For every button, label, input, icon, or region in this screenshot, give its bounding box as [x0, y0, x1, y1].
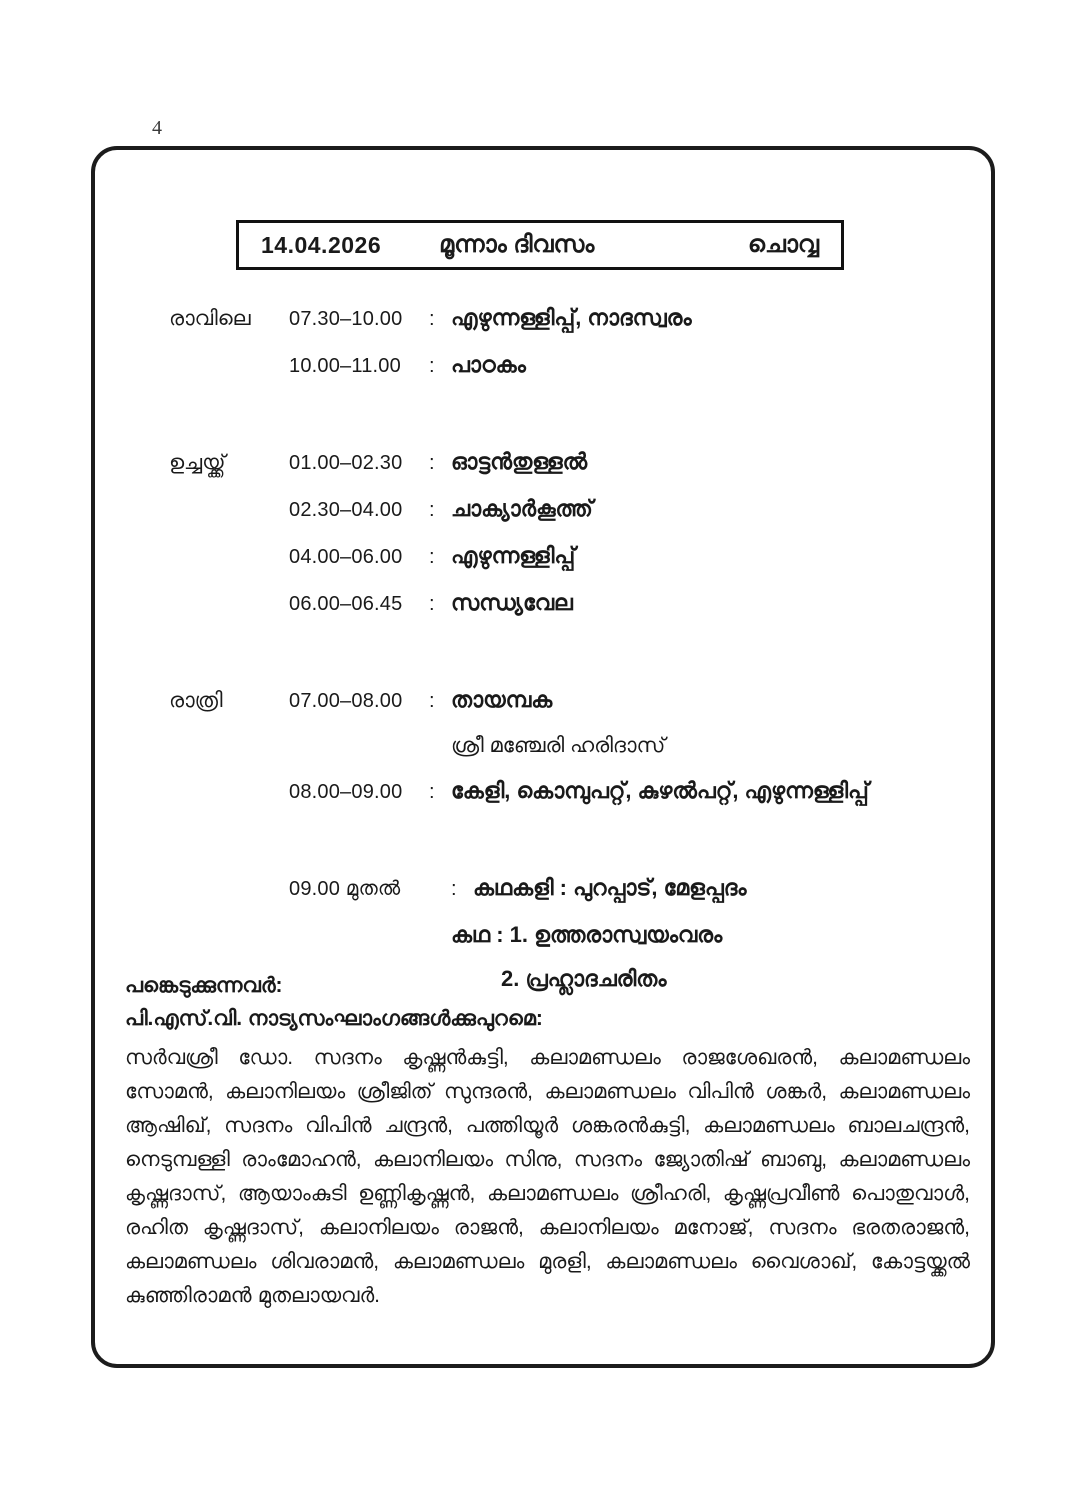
row-colon: :	[451, 878, 457, 900]
kathakali-story-two: 2. പ്രഹ്ലാദചരിതം	[501, 966, 667, 991]
kathakali-story-row	[95, 922, 999, 966]
participants-list: സർവശ്രീ ഡോ. സദനം കൃഷ്ണൻകുട്ടി, കലാമണ്ഡലം രാജശേഖരൻ, കലാമണ്ഡലം സോമൻ, കലാനിലയം ശ്രീജിത് സുന്ദരൻ, കലാമണ്ഡലം വിപിൻ ശങ്കർ, കലാമണ്ഡലം ആഷിഖ്, സദനം വിപിൻ ചന്ദ്രൻ, പത്തിയൂർ ശങ്കരൻകുട്ടി, കലാമണ്ഡലം ബാലചന്ദ്രൻ, നെടുമ്പള്ളി രാംമോഹൻ, കലാനിലയം സിനു, സദനം ജ്യോതിഷ് ബാബു, കലാമണ്ഡലം കൃഷ്ണദാസ്, ആയാംകുടി ഉണ്ണികൃഷ്ണൻ, കലാമണ്ഡലം ശ്രീഹരി, കൃഷ്ണപ്രവീൺ പൊതുവാൾ, രഹിത കൃഷ്ണദാസ്, കലാനിലയം രാജൻ, കലാനിലയം മനോജ്, സദനം ഭരതരാജൻ, കലാമണ്ഡലം ശിവരാമൻ, കലാമണ്ഡലം മുരളി, കലാമണ്ഡലം വൈശാഖ്, കോട്ടയ്ക്കൽ കുഞ്ഞിരാമൻ മുതലായവർ.	[125, 1046, 970, 1308]
schedule-row	[95, 687, 999, 734]
period-label-night: രാത്രി	[169, 689, 223, 712]
row-time: 01.00–02.30	[289, 452, 403, 474]
row-item: ചാക്യാർകൂത്ത്	[451, 496, 593, 521]
row-time: 04.00–06.00	[289, 546, 403, 568]
row-colon: :	[429, 593, 435, 615]
row-colon: :	[429, 308, 435, 330]
day-title-box	[236, 220, 844, 270]
row-colon: :	[429, 781, 435, 803]
row-item: സന്ധ്യവേല	[451, 590, 573, 615]
row-item: കേളി, കൊമ്പുപറ്റ്, കുഴൽപറ്റ്, എഴുന്നള്ളിപ്പ്	[451, 778, 869, 803]
programme-day-label: മൂന്നാം ദിവസം	[439, 231, 595, 258]
schedule-performer-row	[95, 734, 999, 778]
kathakali-story-one: കഥ : 1. ഉത്തരാസ്വയംവരം	[451, 922, 723, 947]
row-item: ഓട്ടൻതുള്ളൽ	[451, 449, 588, 474]
schedule-group-morning	[95, 305, 999, 399]
schedule-group-night	[95, 687, 999, 825]
row-colon: :	[429, 546, 435, 568]
row-item: എഴുന്നള്ളിപ്പ്, നാദസ്വരം	[451, 305, 692, 330]
participants-heading: പങ്കെടുക്കുന്നവർ:	[125, 974, 283, 997]
row-colon: :	[429, 499, 435, 521]
kathakali-time: 09.00 മുതൽ	[289, 878, 401, 900]
row-item: പാഠകം	[451, 352, 526, 377]
schedule-group-afternoon	[95, 449, 999, 637]
row-time: 02.30–04.00	[289, 499, 403, 521]
page-content	[95, 150, 999, 1372]
row-item: എഴുന്നള്ളിപ്പ്	[451, 543, 576, 568]
participants-section	[125, 970, 970, 1313]
schedule-row	[95, 352, 999, 399]
period-label-morning: രാവിലെ	[169, 307, 251, 330]
row-colon: :	[429, 355, 435, 377]
page-border-frame	[91, 146, 995, 1368]
programme-weekday: ചൊവ്വ	[747, 231, 819, 258]
row-colon: :	[429, 452, 435, 474]
row-time: 07.00–08.00	[289, 690, 403, 712]
performer-name: ശ്രീ മഞ്ചേരി ഹരിദാസ്	[451, 734, 666, 757]
schedule-row	[95, 778, 999, 825]
page-number: 4	[152, 117, 162, 139]
schedule-row	[95, 496, 999, 543]
row-colon: :	[429, 690, 435, 712]
period-label-afternoon: ഉച്ചയ്ക്ക്	[169, 451, 226, 474]
schedule-row	[95, 543, 999, 590]
kathakali-item: കഥകളി : പുറപ്പാട്, മേളപ്പദം	[473, 875, 747, 900]
row-time: 08.00–09.00	[289, 781, 403, 803]
schedule-table	[95, 305, 999, 1010]
schedule-row	[95, 305, 999, 352]
schedule-row	[95, 875, 999, 922]
row-item: തായമ്പക	[451, 687, 553, 712]
participants-subheading: പി.എസ്.വി. നാട്യസംഘാംഗങ്ങൾക്കുപുറമെ:	[125, 1006, 543, 1030]
schedule-row	[95, 590, 999, 637]
row-time: 10.00–11.00	[289, 355, 401, 377]
schedule-row	[95, 449, 999, 496]
row-time: 07.30–10.00	[289, 308, 403, 330]
row-time: 06.00–06.45	[289, 593, 403, 615]
programme-date: 14.04.2026	[261, 231, 382, 258]
